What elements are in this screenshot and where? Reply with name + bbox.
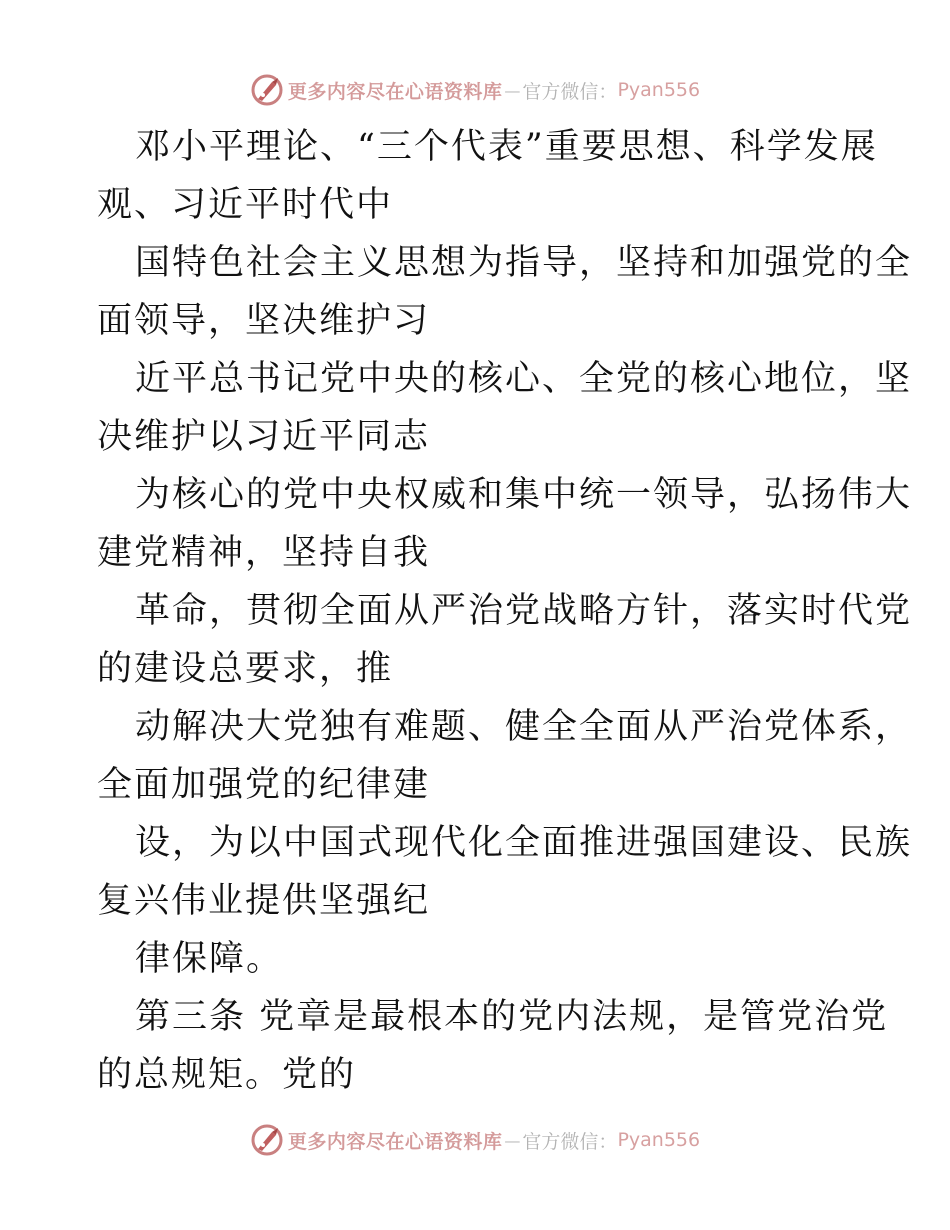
text-line: 建党精神，坚持自我 <box>97 533 431 573</box>
text-line: 革命，贯彻全面从严治党战略方针，落实时代党 <box>135 591 913 631</box>
text-line: 的建设总要求，推 <box>97 649 394 689</box>
watermark-label: 官方微信： <box>522 1130 618 1153</box>
watermark-separator: — <box>504 1130 521 1150</box>
watermark-separator: — <box>504 80 521 100</box>
text-line: 国特色社会主义思想为指导，坚持和加强党的全 <box>135 243 913 283</box>
text-line: 决维护以习近平同志 <box>97 417 431 457</box>
text-line: 的总规矩。党的 <box>97 1055 357 1095</box>
pen-feather-logo-icon <box>250 1123 284 1157</box>
watermark-label: 官方微信： <box>522 80 618 103</box>
text-line: 面领导，坚决维护习 <box>97 301 431 341</box>
watermark-wechat-id: Pyan556 <box>617 1129 701 1151</box>
text-line: 复兴伟业提供坚强纪 <box>97 881 431 921</box>
text-line: 为核心的党中央权威和集中统一领导，弘扬伟大 <box>135 475 913 515</box>
footer-watermark <box>0 1120 950 1160</box>
text-line: 设，为以中国式现代化全面推进强国建设、民族 <box>135 823 913 863</box>
watermark-wechat-id: Pyan556 <box>617 79 701 101</box>
text-line: 动解决大党独有难题、健全全面从严治党体系， <box>135 707 913 747</box>
article-heading-line: 第三条 党章是最根本的党内法规，是管党治党 <box>135 997 889 1037</box>
text-line: 近平总书记党中央的核心、全党的核心地位，坚 <box>135 359 913 399</box>
text-line: 邓小平理论、“三个代表”重要思想、科学发展 <box>135 127 878 167</box>
text-line: 观、习近平时代中 <box>97 185 394 225</box>
pen-feather-logo-icon <box>250 73 284 107</box>
text-line: 全面加强党的纪律建 <box>97 765 431 805</box>
watermark-slogan: 更多内容尽在心语资料库 <box>287 80 503 103</box>
text-line: 律保障。 <box>135 939 284 979</box>
watermark-slogan: 更多内容尽在心语资料库 <box>287 1130 503 1153</box>
header-watermark <box>0 70 950 110</box>
document-body <box>97 118 913 1104</box>
